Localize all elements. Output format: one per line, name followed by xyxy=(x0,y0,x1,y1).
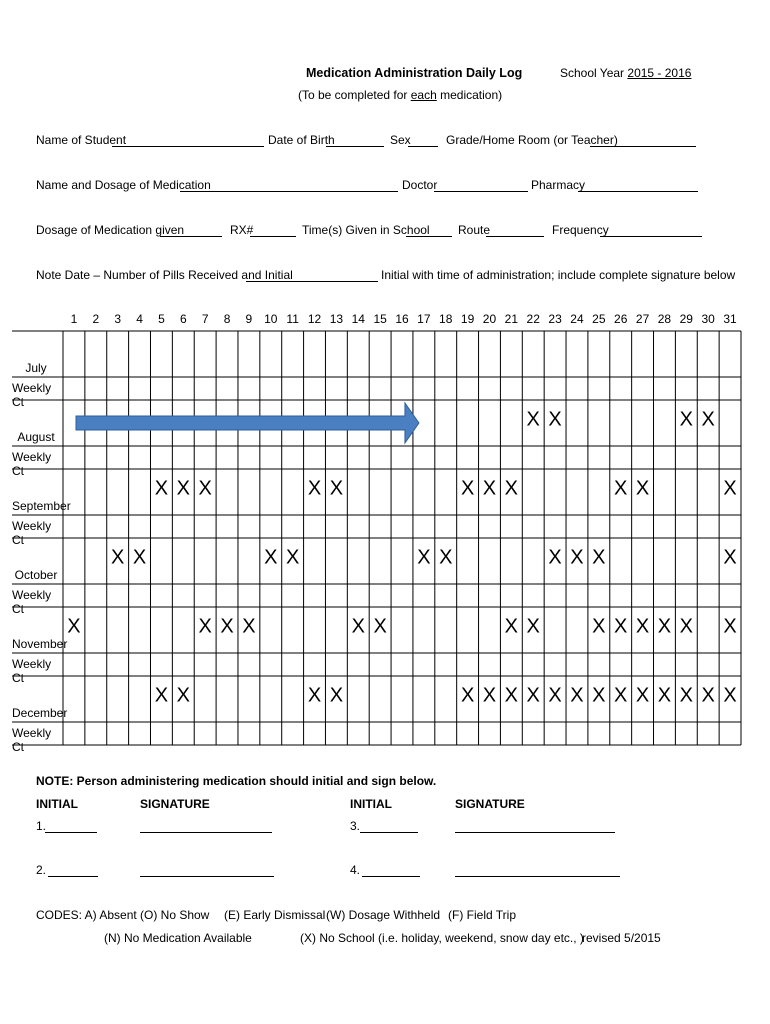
label-rx: RX# xyxy=(230,223,254,237)
label-pharmacy: Pharmacy xyxy=(531,178,586,192)
label-initial-note: Initial with time of administration; include complete signature below xyxy=(381,268,736,282)
no-school-mark: X xyxy=(679,684,693,707)
day-number: 28 xyxy=(657,312,672,326)
weekly-count-label: Weekly Ct xyxy=(12,450,52,478)
day-number: 6 xyxy=(179,312,187,326)
day-number: 3 xyxy=(114,312,122,326)
day-number: 1 xyxy=(70,312,78,326)
no-school-mark: X xyxy=(526,408,540,431)
no-school-mark: X xyxy=(460,684,475,707)
day-number: 12 xyxy=(307,312,322,326)
no-school-mark: X xyxy=(132,546,147,569)
no-school-mark: X xyxy=(176,684,190,707)
label-doctor: Doctor xyxy=(402,178,438,192)
day-number: 21 xyxy=(504,312,519,326)
initial-field-2[interactable] xyxy=(48,876,98,877)
day-number: 23 xyxy=(548,312,562,326)
month-label: August xyxy=(17,430,55,444)
code-early-dismissal: (E) Early Dismissal xyxy=(224,908,326,922)
note-text: NOTE: Person administering medication should initial and sign below. xyxy=(36,774,437,788)
no-school-mark: X xyxy=(67,615,81,638)
no-school-mark: X xyxy=(111,546,125,569)
no-school-mark: X xyxy=(548,684,562,707)
day-number: 25 xyxy=(592,312,606,326)
no-school-mark: X xyxy=(614,477,628,500)
no-school-mark: X xyxy=(154,684,169,707)
day-number: 24 xyxy=(570,312,584,326)
no-school-mark: X xyxy=(417,546,431,569)
day-number: 8 xyxy=(223,312,231,326)
no-school-mark: X xyxy=(307,477,322,500)
code-absent: CODES: A) Absent xyxy=(36,908,137,922)
code-no-school: (X) No School (i.e. holiday, weekend, snow day etc., ) xyxy=(300,931,584,945)
page-subtitle: (To be completed for each medication) xyxy=(298,88,503,102)
no-school-mark: X xyxy=(264,546,278,569)
no-school-mark: X xyxy=(329,684,344,707)
page-title: Medication Administration Daily Log xyxy=(306,66,523,80)
day-number: 31 xyxy=(723,312,737,326)
row-number-1: 1. xyxy=(36,819,47,833)
initial-field-4[interactable] xyxy=(362,876,420,877)
day-number: 15 xyxy=(373,312,387,326)
no-school-mark: X xyxy=(635,615,650,638)
no-school-mark: X xyxy=(570,546,584,569)
day-number: 29 xyxy=(679,312,693,326)
no-school-mark: X xyxy=(526,684,540,707)
no-school-mark: X xyxy=(439,546,453,569)
no-school-mark: X xyxy=(701,408,715,431)
no-school-mark: X xyxy=(657,684,672,707)
no-school-mark: X xyxy=(657,615,672,638)
no-school-mark: X xyxy=(482,684,497,707)
month-label: December xyxy=(12,706,68,720)
signature-heading-1: SIGNATURE xyxy=(140,797,210,811)
no-school-mark: X xyxy=(373,615,387,638)
code-no-medication: (N) No Medication Available xyxy=(104,931,252,945)
code-field-trip: (F) Field Trip xyxy=(448,908,517,922)
row-number-4: 4. xyxy=(350,863,361,877)
no-school-mark: X xyxy=(504,684,519,707)
initial-heading-2: INITIAL xyxy=(350,797,392,811)
day-number: 17 xyxy=(417,312,431,326)
code-no-show: (O) No Show xyxy=(140,908,210,922)
day-number: 10 xyxy=(264,312,278,326)
day-number: 27 xyxy=(635,312,650,326)
label-route: Route xyxy=(458,223,491,237)
no-school-mark: X xyxy=(570,684,584,707)
no-school-mark: X xyxy=(482,477,497,500)
label-dob: Date of Birth xyxy=(268,133,335,147)
month-label: September xyxy=(12,499,71,513)
no-school-mark: X xyxy=(701,684,715,707)
label-sex: Sex xyxy=(390,133,411,147)
no-school-mark: X xyxy=(154,477,169,500)
day-number: 30 xyxy=(701,312,715,326)
weekly-count-label: Weekly Ct xyxy=(12,726,52,754)
month-label: October xyxy=(14,568,58,582)
day-number: 14 xyxy=(351,312,365,326)
initial-heading-1: INITIAL xyxy=(36,797,78,811)
month-label: July xyxy=(25,361,47,375)
signature-field-1[interactable] xyxy=(140,832,272,833)
no-school-mark: X xyxy=(548,546,562,569)
initial-field-3[interactable] xyxy=(360,832,418,833)
no-school-mark: X xyxy=(548,408,562,431)
label-note-date: Note Date – Number of Pills Received and Initial xyxy=(36,268,293,282)
day-number: 22 xyxy=(526,312,540,326)
no-school-mark: X xyxy=(635,477,650,500)
label-student-name: Name of Student xyxy=(36,133,127,147)
signature-field-4[interactable] xyxy=(455,876,620,877)
day-number: 5 xyxy=(158,312,165,326)
no-school-mark: X xyxy=(504,615,519,638)
no-school-mark: X xyxy=(504,477,519,500)
day-number: 19 xyxy=(460,312,475,326)
day-number: 13 xyxy=(329,312,344,326)
label-times: Time(s) Given in School xyxy=(302,223,430,237)
school-year: School Year 2015 - 2016 xyxy=(560,66,692,80)
day-number: 4 xyxy=(136,312,143,326)
weekly-count-label: Weekly Ct xyxy=(12,657,52,685)
day-number: 16 xyxy=(395,312,409,326)
no-school-mark: X xyxy=(176,477,190,500)
august-arrow-icon xyxy=(76,403,419,443)
day-number: 26 xyxy=(614,312,628,326)
no-school-mark: X xyxy=(351,615,365,638)
day-number: 2 xyxy=(92,312,100,326)
month-label: November xyxy=(12,637,68,651)
label-med-name: Name and Dosage of Medication xyxy=(36,178,211,192)
weekly-count-label: Weekly Ct xyxy=(12,519,52,547)
initial-field-1[interactable] xyxy=(45,832,97,833)
label-dosage-given: Dosage of Medication given xyxy=(36,223,185,237)
day-number: 7 xyxy=(201,312,209,326)
no-school-mark: X xyxy=(723,546,737,569)
no-school-mark: X xyxy=(635,684,650,707)
row-number-3: 3. xyxy=(350,819,361,833)
weekly-count-label: Weekly Ct xyxy=(12,381,52,409)
no-school-mark: X xyxy=(592,546,606,569)
no-school-mark: X xyxy=(242,615,256,638)
no-school-mark: X xyxy=(460,477,475,500)
code-dosage-withheld: (W) Dosage Withheld xyxy=(326,908,441,922)
day-number: 9 xyxy=(245,312,253,326)
no-school-mark: X xyxy=(220,615,234,638)
signature-field-3[interactable] xyxy=(455,832,615,833)
day-number: 18 xyxy=(439,312,453,326)
no-school-mark: X xyxy=(723,684,737,707)
no-school-mark: X xyxy=(198,477,212,500)
no-school-mark: X xyxy=(614,615,628,638)
signature-heading-2: SIGNATURE xyxy=(455,797,525,811)
revised-date: revised 5/2015 xyxy=(582,931,661,945)
row-number-2: 2. xyxy=(36,863,47,877)
no-school-mark: X xyxy=(285,546,300,569)
weekly-count-label: Weekly Ct xyxy=(12,588,52,616)
no-school-mark: X xyxy=(307,684,322,707)
no-school-mark: X xyxy=(614,684,628,707)
no-school-mark: X xyxy=(723,615,737,638)
no-school-mark: X xyxy=(592,684,606,707)
day-number: 20 xyxy=(482,312,497,326)
no-school-mark: X xyxy=(723,477,737,500)
label-grade: Grade/Home Room (or Teacher) xyxy=(446,133,618,147)
label-frequency: Frequency xyxy=(552,223,609,237)
signature-field-2[interactable] xyxy=(140,876,274,877)
no-school-mark: X xyxy=(198,615,212,638)
no-school-mark: X xyxy=(526,615,540,638)
no-school-mark: X xyxy=(679,615,693,638)
no-school-mark: X xyxy=(592,615,606,638)
day-number: 11 xyxy=(286,312,299,326)
no-school-mark: X xyxy=(329,477,344,500)
no-school-mark: X xyxy=(679,408,693,431)
